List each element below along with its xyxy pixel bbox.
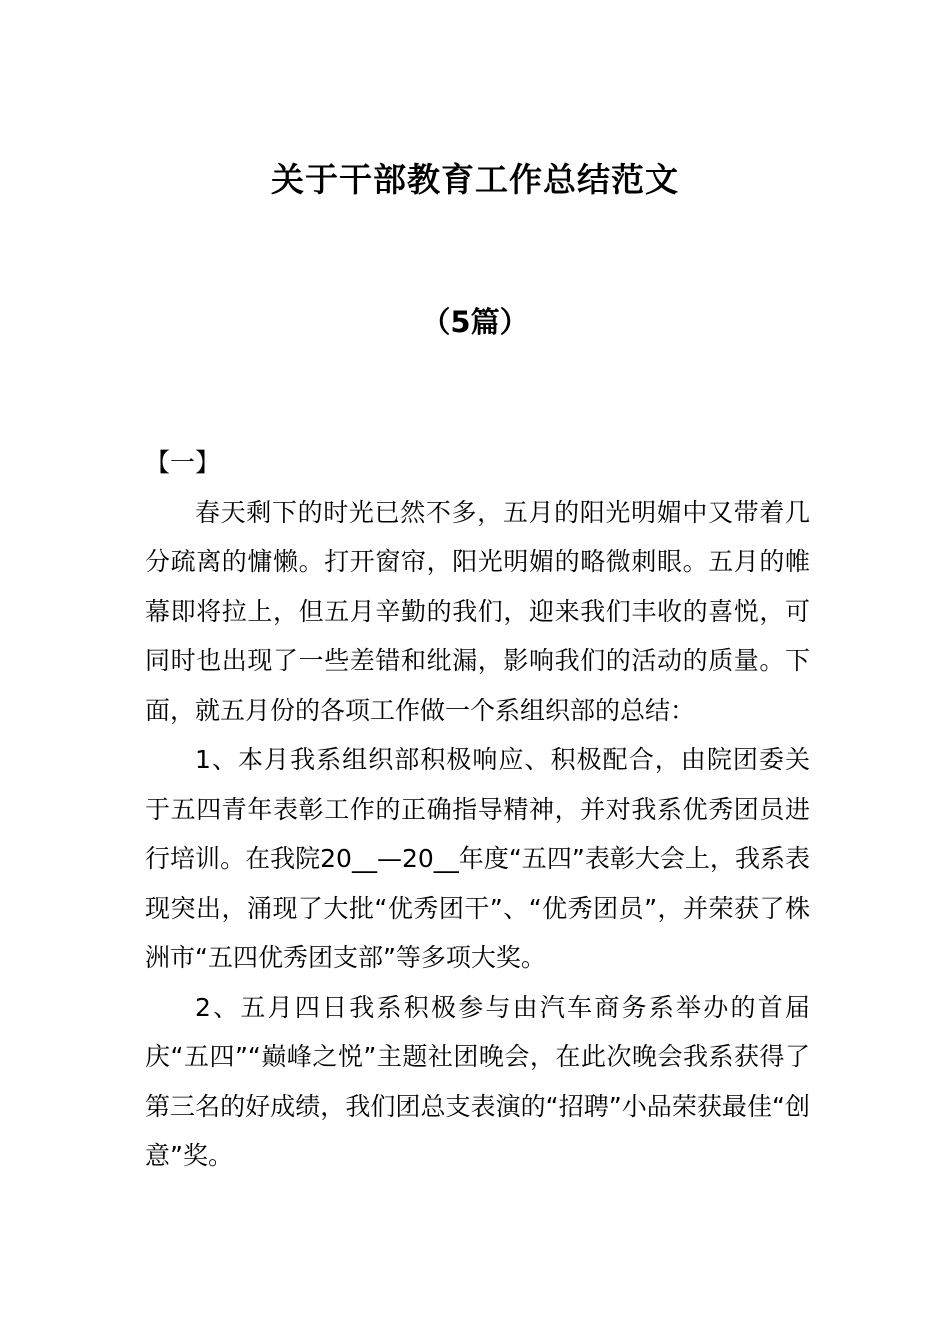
paragraph-intro: 春天剩下的时光已然不多，五月的阳光明媚中又带着几分疏离的慵懒。打开窗帘，阳光明媚的略微刺眼。五月的帷幕即将拉上，但五月辛勤的我们，迎来我们丰收的喜悦，可同时也出现了一些差错和纰漏，影响我们的活动的质量。下面，就五月份的各项工作做一个系组织部的总结： (145, 497, 810, 725)
section-heading: 【一】 (145, 448, 221, 477)
paragraph-item-1: 1、本月我系组织部积极响应、积极配合，由院团委关于五四青年表彰工作的正确指导精神，并对我系优秀团员进行培训。在我院20__—20__年度“五四”表彰大会上，我系表现突出，涌现了大批“优秀团干”、“优秀团员”，并荣获了株洲市“五四优秀团支部”等多项大奖。 (145, 745, 810, 972)
paragraph-item-2: 2、五月四日我系积极参与由汽车商务系举办的首届庆“五四”“巅峰之悦”主题社团晚会，在此次晚会我系获得了第三名的好成绩，我们团总支表演的“招聘”小品荣获最佳“创意”奖。 (145, 992, 810, 1170)
document-title: 关于干部教育工作总结范文 (271, 160, 679, 199)
document-subtitle: （5篇） (421, 305, 529, 339)
document-body (145, 438, 810, 1181)
